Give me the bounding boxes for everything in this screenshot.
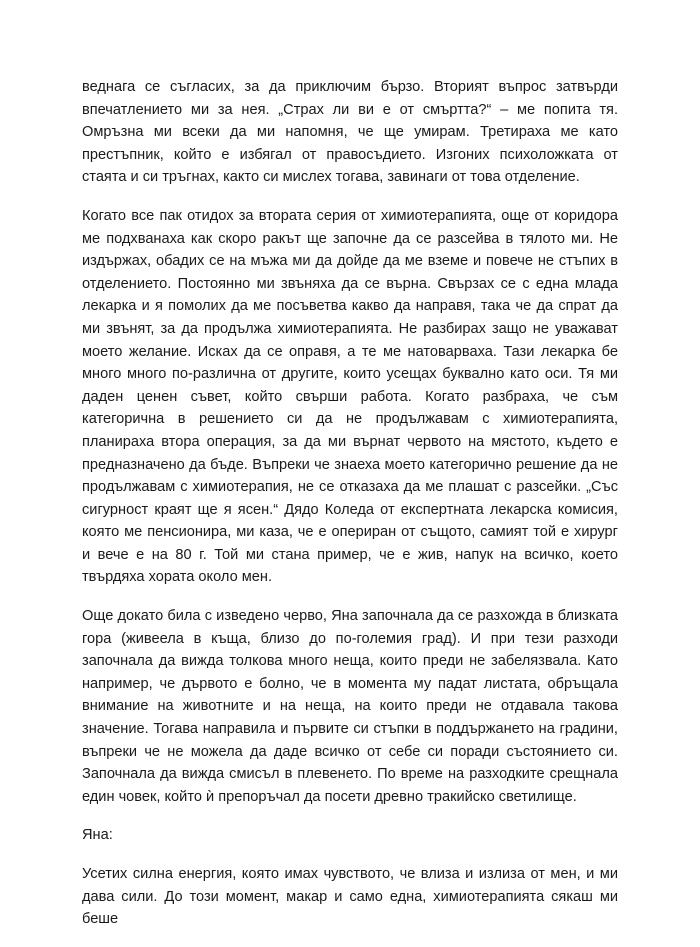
paragraph-1: веднага се съгласих, за да приключим бързо. Вторият въпрос затвърди впечатлението ми за нея. „Страх ли ви е от смъртта?“ – ме попита тя. Омръзна ми всеки да ми напомня, че ще умирам. Третираха ме като престъпник, който е избягал от правосъдието. Изгоних психоложката от стаята и си тръгнах, както си мислех тогава, завинаги от това отделение. xyxy=(82,79,618,186)
speaker-label: Яна: xyxy=(82,827,113,844)
paragraph-3: Още докато била с изведено черво, Яна започнала да се разхожда в близката гора (живеела в къща, близо до по-големия град). И при тези разходи започнала да вижда толкова много неща, които преди не забелязвала. Като например, че дървото е болно, че в момента му падат листата, обръщала внимание на животните и на неща, на които преди не отдавала такова значение. Тогава направила и първите си стъпки в поддържането на градини, въпреки че не можела да даде всичко от себе си поради състоянието си. Започнала да вижда смисъл в плевенето. По време на разходките срещнала един човек, който ѝ препоръчал да посети древно тракийско светилище. xyxy=(82,608,618,805)
paragraph-2: Когато все пак отидох за втората серия от химиотерапията, още от коридора ме подхванаха как скоро ракът ще започне да се разсейва в тялото ми. Не издържах, обадих се на мъжа ми да дойде да ме вземе и повече не стъпих в отделението. Постоянно ми звъняха да се върна. Свързах се с една млада лекарка и я помолих да ме посъветва какво да направя, така че да спрат да ми звънят, за да продължа химиотерапията. Не разбирах защо не уважават моето желание. Исках да се оправя, а те ме натоварваха. Тази лекарка бе много много по-различна от другите, които усещах буквално като оси. Тя ми даден ценен съвет, който свърши работа. Когато разбраха, че съм категорична в решението си да не продължавам с химиотерапията, планираха втора операция, за да ми върнат червото на мястото, където е предназначено да бъде. Въпреки че знаеха моето категорично решение да не продължавам с химиотерапия, не се отказаха да ме плашат с разсейки. „Със сигурност краят ще я ясен.“ Дядо Коледа от експертната лекарска комисия, която ме пенсионира, ми каза, че е опериран от същото, самият той е хирург и вече е на 80 г. Той ми стана пример, че е жив, напук на всичко, което твърдяха хората около мен. xyxy=(82,207,618,586)
document-body xyxy=(82,76,618,947)
paragraph-4: Усетих силна енергия, която имах чувството, че влиза и излиза от мен, и ми дава сили. До този момент, макар и само една, химиотерапията сякаш ми беше xyxy=(82,866,618,928)
